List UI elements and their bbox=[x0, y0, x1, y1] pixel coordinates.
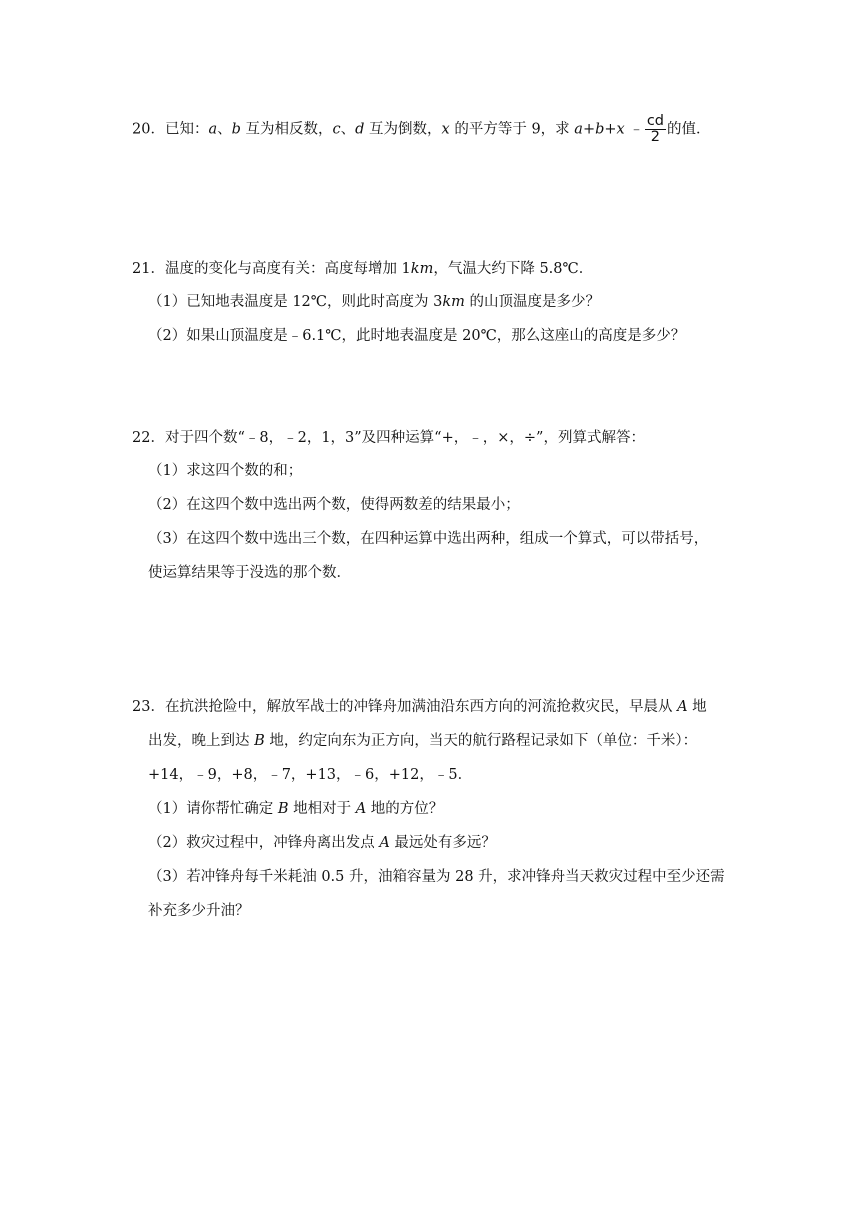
q21-part-1: （1）已知地表温度是 12℃，则此时高度为 3km 的山顶温度是多少？ bbox=[148, 294, 600, 310]
q20-number: 20． bbox=[132, 121, 165, 138]
q20-line: 20．已知：a、b 互为相反数，c、d 互为倒数，x 的平方等于 9，求 a+b+x ﹣ $\frac{cd}{2}$ 的值． bbox=[132, 113, 711, 145]
q23-record-values: +14，﹣9，+8，﹣7，+13，﹣6，+12，﹣5． bbox=[148, 767, 473, 783]
q23-part-2: （2）救灾过程中，冲锋舟离出发点 A 最远处有多远？ bbox=[148, 835, 496, 851]
q23-line-2: 出发，晚上到达 B 地，约定向东为正方向，当天的航行路程记录如下（单位：千米）： bbox=[148, 733, 698, 749]
q23-part-3a: （3）若冲锋舟每千米耗油 0.5 升，油箱容量为 28 升，求冲锋舟当天救灾过程中至少还需 bbox=[148, 869, 725, 885]
q21-part-2: （2）如果山顶温度是﹣6.1℃，此时地表温度是 20℃，那么这座山的高度是多少？ bbox=[148, 328, 686, 344]
q22-stem: 22．对于四个数“﹣8，﹣2，1，3”及四种运算“+，﹣，×，÷”，列算式解答： bbox=[132, 430, 645, 446]
q20-expression: a+b+x bbox=[574, 121, 625, 138]
q21-stem: 21．温度的变化与高度有关：高度每增加 1km，气温大约下降 5.8℃． bbox=[132, 261, 594, 277]
q22-part-3b: 使运算结果等于没选的那个数． bbox=[148, 565, 351, 581]
q22-part-3a: （3）在这四个数中选出三个数，在四种运算中选出两种，组成一个算式，可以带括号， bbox=[148, 531, 709, 547]
q23-part-3b: 补充多少升油？ bbox=[148, 903, 250, 919]
q20-fraction: $\frac{cd}{2}$ bbox=[646, 113, 664, 145]
q21-number: 21． bbox=[132, 261, 165, 277]
q23-number: 23． bbox=[132, 699, 165, 715]
q23-part-1: （1）请你帮忙确定 B 地相对于 A 地的方位？ bbox=[148, 801, 444, 817]
q22-part-2: （2）在这四个数中选出两个数，使得两数差的结果最小； bbox=[148, 497, 520, 513]
q22-number: 22． bbox=[132, 430, 165, 446]
q23-line-1: 23．在抗洪抢险中，解放军战士的冲锋舟加满油沿东西方向的河流抢救灾民，早晨从 A 地 bbox=[132, 699, 707, 715]
q22-part-1: （1）求这四个数的和； bbox=[148, 463, 303, 479]
